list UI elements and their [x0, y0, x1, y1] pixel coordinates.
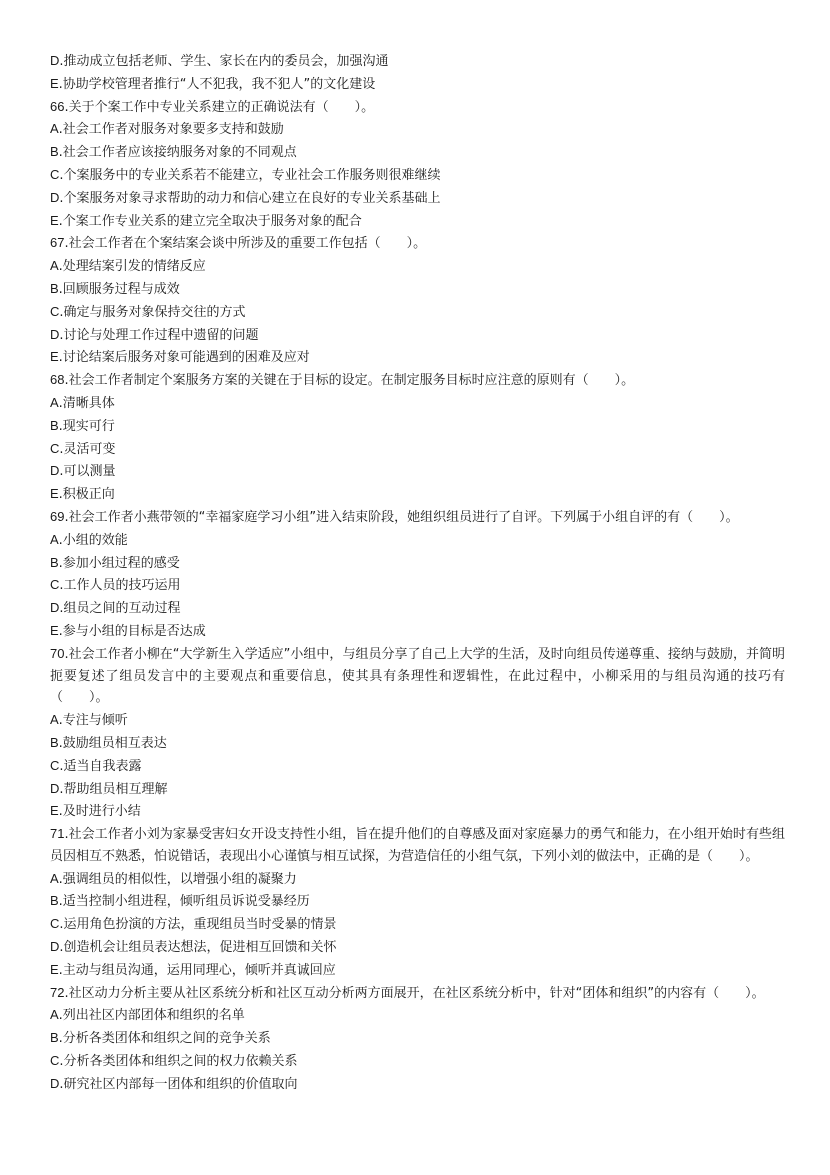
option-q70-b: B.鼓励组员相互表达: [50, 734, 167, 751]
question-71-stem: 71.社会工作者小刘为家暴受害妇女开设支持性小组，旨在提升他们的自尊感及面对家庭暴力的勇气和能力，在小组开始时有些组员因相互不熟悉，怕说错话，表现出小心谨慎与相互试探，为营造信任的小组气氛，下列小刘的做法中，正确的是（ ）。: [50, 826, 785, 864]
option-q69-d: D.组员之间的互动过程: [50, 600, 181, 617]
option-q70-c: C.适当自我表露: [50, 757, 142, 774]
option-q72-c: C.分析各类团体和组织之间的权力依赖关系: [50, 1053, 298, 1070]
question-69-stem: 69.社会工作者小燕带领的“幸福家庭学习小组”进入结束阶段，她组织组员进行了自评。下列属于小组自评的有（ ）。: [50, 508, 739, 525]
option-q69-e: E.参与小组的目标是否达成: [50, 622, 206, 639]
option-q70-e: E.及时进行小结: [50, 803, 141, 820]
option-q66-e: E.个案工作专业关系的建立完全取决于服务对象的配合: [50, 212, 362, 229]
question-68-stem: 68.社会工作者制定个案服务方案的关键在于目标的设定。在制定服务目标时应注意的原则有（ ）。: [50, 372, 635, 389]
option-q70-d: D.帮助组员相互理解: [50, 780, 168, 797]
option-q66-d: D.个案服务对象寻求帮助的动力和信心建立在良好的专业关系基础上: [50, 189, 441, 206]
option-q67-e: E.讨论结案后服务对象可能遇到的困难及应对: [50, 349, 310, 366]
option-q66-c: C.个案服务中的专业关系若不能建立，专业社会工作服务则很难继续: [50, 166, 441, 183]
option-q69-a: A.小组的效能: [50, 531, 128, 548]
option-q66-b: B.社会工作者应该接纳服务对象的不同观点: [50, 144, 297, 161]
option-q65-d: D.推动成立包括老师、学生、家长在内的委员会，加强沟通: [50, 53, 389, 69]
option-q67-c: C.确定与服务对象保持交往的方式: [50, 303, 246, 320]
option-q72-b: B.分析各类团体和组织之间的竞争关系: [50, 1030, 271, 1047]
question-66-stem: 66.关于个案工作中专业关系建立的正确说法有（ ）。: [50, 98, 375, 115]
option-q67-b: B.回顾服务过程与成效: [50, 280, 180, 297]
option-q67-a: A.处理结案引发的情绪反应: [50, 258, 206, 275]
option-q65-e: E.协助学校管理者推行“人不犯我，我不犯人”的文化建设: [50, 75, 376, 92]
question-72-stem: 72.社区动力分析主要从社区系统分析和社区互动分析两方面展开，在社区系统分析中，针对“团体和组织”的内容有（ ）。: [50, 984, 765, 1001]
option-q68-b: B.现实可行: [50, 417, 115, 434]
option-q71-b: B.适当控制小组进程，倾听组员诉说受暴经历: [50, 893, 310, 910]
option-q69-c: C.工作人员的技巧运用: [50, 577, 181, 594]
option-q68-a: A.清晰具体: [50, 394, 115, 411]
option-q70-a: A.专注与倾听: [50, 712, 128, 729]
option-q66-a: A.社会工作者对服务对象要多支持和鼓励: [50, 121, 284, 138]
option-q71-a: A.强调组员的相似性，以增强小组的凝聚力: [50, 870, 297, 887]
option-q72-d: D.研究社区内部每一团体和组织的价值取向: [50, 1075, 298, 1092]
option-q67-d: D.讨论与处理工作过程中遗留的问题: [50, 326, 259, 343]
option-q69-b: B.参加小组过程的感受: [50, 554, 180, 571]
option-q71-d: D.创造机会让组员表达想法，促进相互回馈和关怀: [50, 939, 337, 956]
option-q68-c: C.灵活可变: [50, 440, 116, 457]
option-q68-e: E.积极正向: [50, 486, 115, 503]
question-67-stem: 67.社会工作者在个案结案会谈中所涉及的重要工作包括（ ）。: [50, 235, 427, 252]
option-q72-a: A.列出社区内部团体和组织的名单: [50, 1007, 245, 1024]
option-q71-c: C.运用角色扮演的方法，重现组员当时受暴的情景: [50, 916, 337, 933]
question-70-stem: 70.社会工作者小柳在“大学新生入学适应”小组中，与组员分享了自己上大学的生活，及时向组员传递尊重、接纳与鼓励，并简明扼要复述了组员发言中的主要观点和重要信息，使其具有条理性和逻辑性，在此过程中，小柳采用的与组员沟通的技巧有（ ）。: [50, 645, 785, 706]
document-page: [50, 50, 785, 1096]
option-q71-e: E.主动与组员沟通，运用同理心，倾听并真诚回应: [50, 961, 336, 978]
option-q68-d: D.可以测量: [50, 463, 116, 480]
